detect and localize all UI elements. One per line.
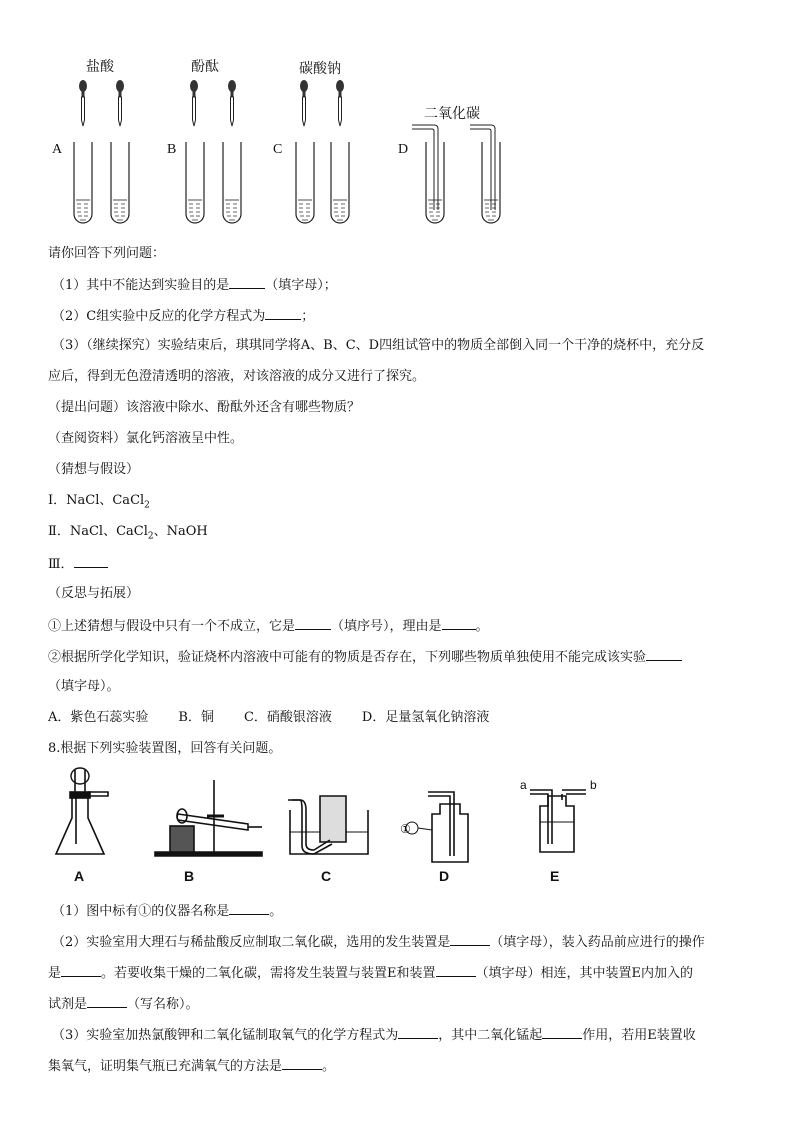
reagent-label-phenolphthalein: 酚酞 — [191, 58, 219, 74]
q8-title: 8.根据下列实验装置图，回答有关问题。 — [48, 741, 282, 756]
q8-part2-line1 — [52, 931, 705, 953]
q8-part3-line1 — [52, 1024, 696, 1046]
reflect-2-line2: （填字母）。 — [48, 679, 120, 694]
hypothesis-3-text: Ⅲ． — [48, 557, 74, 572]
q8-part2-suffix: （填字母），装入药品前应进行的操作 — [490, 935, 705, 950]
apparatus-label-c: C — [321, 868, 332, 884]
q8-part3-text: （3）实验室加热氯酸钾和二氧化锰制取氧气的化学方程式为 — [52, 1028, 399, 1043]
apparatus-label-b: B — [184, 868, 195, 884]
q7-part2-suffix: ； — [301, 309, 315, 324]
reagent-label-sodium-carbonate: 碳酸钠 — [299, 60, 341, 76]
answer-blank — [61, 962, 101, 977]
answer-blank — [87, 993, 127, 1008]
q7-question: （提出问题）该溶液中除水、酚酞外还含有哪些物质？ — [48, 400, 361, 415]
q8-part3-mid: ，其中二氧化锰起 — [438, 1028, 543, 1043]
hypothesis-2 — [48, 522, 208, 547]
group-letter-b: B — [167, 142, 177, 157]
label-circle-1: ① — [400, 822, 411, 836]
q7-part1 — [52, 274, 337, 296]
port-b: b — [590, 778, 597, 792]
q8-part2-line2 — [48, 962, 693, 984]
answer-blank — [74, 553, 108, 568]
hypothesis-2-text: Ⅱ．NaCl、CaCl — [48, 524, 148, 539]
q8-part1-suffix: 。 — [269, 904, 283, 919]
q8-part2-line2-text: 是 — [48, 966, 62, 981]
q8-part2-line3 — [48, 993, 199, 1015]
option-d: D．足量氢氧化钠溶液 — [361, 710, 490, 725]
q7-intro: 请你回答下列问题： — [48, 246, 166, 261]
answer-blank — [436, 962, 476, 977]
answer-blank — [450, 931, 490, 946]
answer-blank — [442, 615, 476, 630]
hypothesis-3 — [48, 553, 108, 575]
q7-part2 — [52, 305, 314, 327]
q7-part1-text: （1）其中不能达到实验目的是 — [52, 278, 230, 293]
q8-part3-line2-text: 集氧气，证明集气瓶已充满氧气的方法是 — [48, 1059, 283, 1074]
q7-part2-text: （2）C组实验中反应的化学方程式为 — [52, 309, 266, 324]
q8-part3-suffix: 作用，若用E装置收 — [582, 1028, 696, 1043]
answer-blank — [295, 615, 331, 630]
reflect-1 — [48, 615, 489, 637]
apparatus-label-d: D — [439, 868, 450, 884]
group-letter-a: A — [52, 142, 63, 157]
reflect-1-text: ①上述猜想与假设中只有一个不成立，它是 — [48, 619, 296, 634]
q8-part2-line3-text: 试剂是 — [48, 997, 88, 1012]
q8-part2-text: （2）实验室用大理石与稀盐酸反应制取二氧化碳，选用的发生装置是 — [52, 935, 451, 950]
q8-part2-line2-mid: 。若要收集干燥的二氧化碳，需将发生装置与装置E和装置 — [101, 966, 436, 981]
q7-hypothesis-heading: （猜想与假设） — [48, 462, 140, 477]
answer-blank — [542, 1024, 582, 1039]
q7-reflect-heading: （反思与拓展） — [48, 586, 140, 601]
test-tube-diagram — [0, 0, 794, 240]
q8-part3-line2 — [48, 1055, 335, 1077]
q7-info: （查阅资料）氯化钙溶液呈中性。 — [48, 431, 244, 446]
port-a: a — [520, 778, 527, 792]
hypothesis-2-suffix: 、NaOH — [153, 524, 208, 539]
q8-part2-line3-suffix: （写名称）。 — [127, 997, 199, 1012]
answer-blank — [229, 274, 265, 289]
answer-blank — [646, 646, 682, 661]
option-a: A．紫色石蕊实验 — [48, 710, 149, 725]
q8-part1-text: （1）图中标有①的仪器名称是 — [52, 904, 230, 919]
q8-part3-line2-suffix: 。 — [322, 1059, 336, 1074]
reagent-label-hcl: 盐酸 — [86, 58, 114, 74]
apparatus-label-e: E — [550, 868, 560, 884]
hypothesis-1 — [48, 491, 150, 516]
reflect-1-mid: （填序号），理由是 — [331, 619, 442, 634]
answer-blank — [229, 900, 269, 915]
q7-part1-suffix: （填字母）； — [265, 278, 337, 293]
apparatus-diagram — [0, 770, 794, 870]
reflect-2-text: ②根据所学化学知识，验证烧杯内溶液中可能有的物质是否存在，下列哪些物质单独使用不能完成该实验 — [48, 650, 647, 665]
q7-options — [48, 708, 489, 728]
option-c: C．硝酸银溶液 — [243, 710, 332, 725]
group-letter-d: D — [398, 142, 409, 157]
hypothesis-1-text: Ⅰ．NaCl、CaCl — [48, 493, 145, 508]
answer-blank — [265, 305, 301, 320]
reflect-2-line1 — [48, 646, 682, 668]
reflect-1-suffix: 。 — [475, 619, 489, 634]
group-letter-c: C — [273, 142, 283, 157]
answer-blank — [282, 1055, 322, 1070]
q8-part1 — [52, 900, 282, 922]
subscript: 2 — [144, 500, 150, 511]
option-b: B．铜 — [178, 710, 214, 725]
reagent-label-co2: 二氧化碳 — [424, 105, 480, 121]
q8-part2-line2-suffix: （填字母）相连，其中装置E内加入的 — [475, 966, 694, 981]
subscript: 2 — [147, 531, 154, 542]
apparatus-label-a: A — [74, 868, 85, 884]
q7-part3-line1: （3）（继续探究）实验结束后，琪琪同学将A、B、C、D四组试管中的物质全部倒入同一个干净的烧杯中，充分反 — [52, 338, 705, 353]
answer-blank — [398, 1024, 438, 1039]
q7-part3-line2: 应后，得到无色澄清透明的溶液，对该溶液的成分又进行了探究。 — [48, 369, 426, 384]
